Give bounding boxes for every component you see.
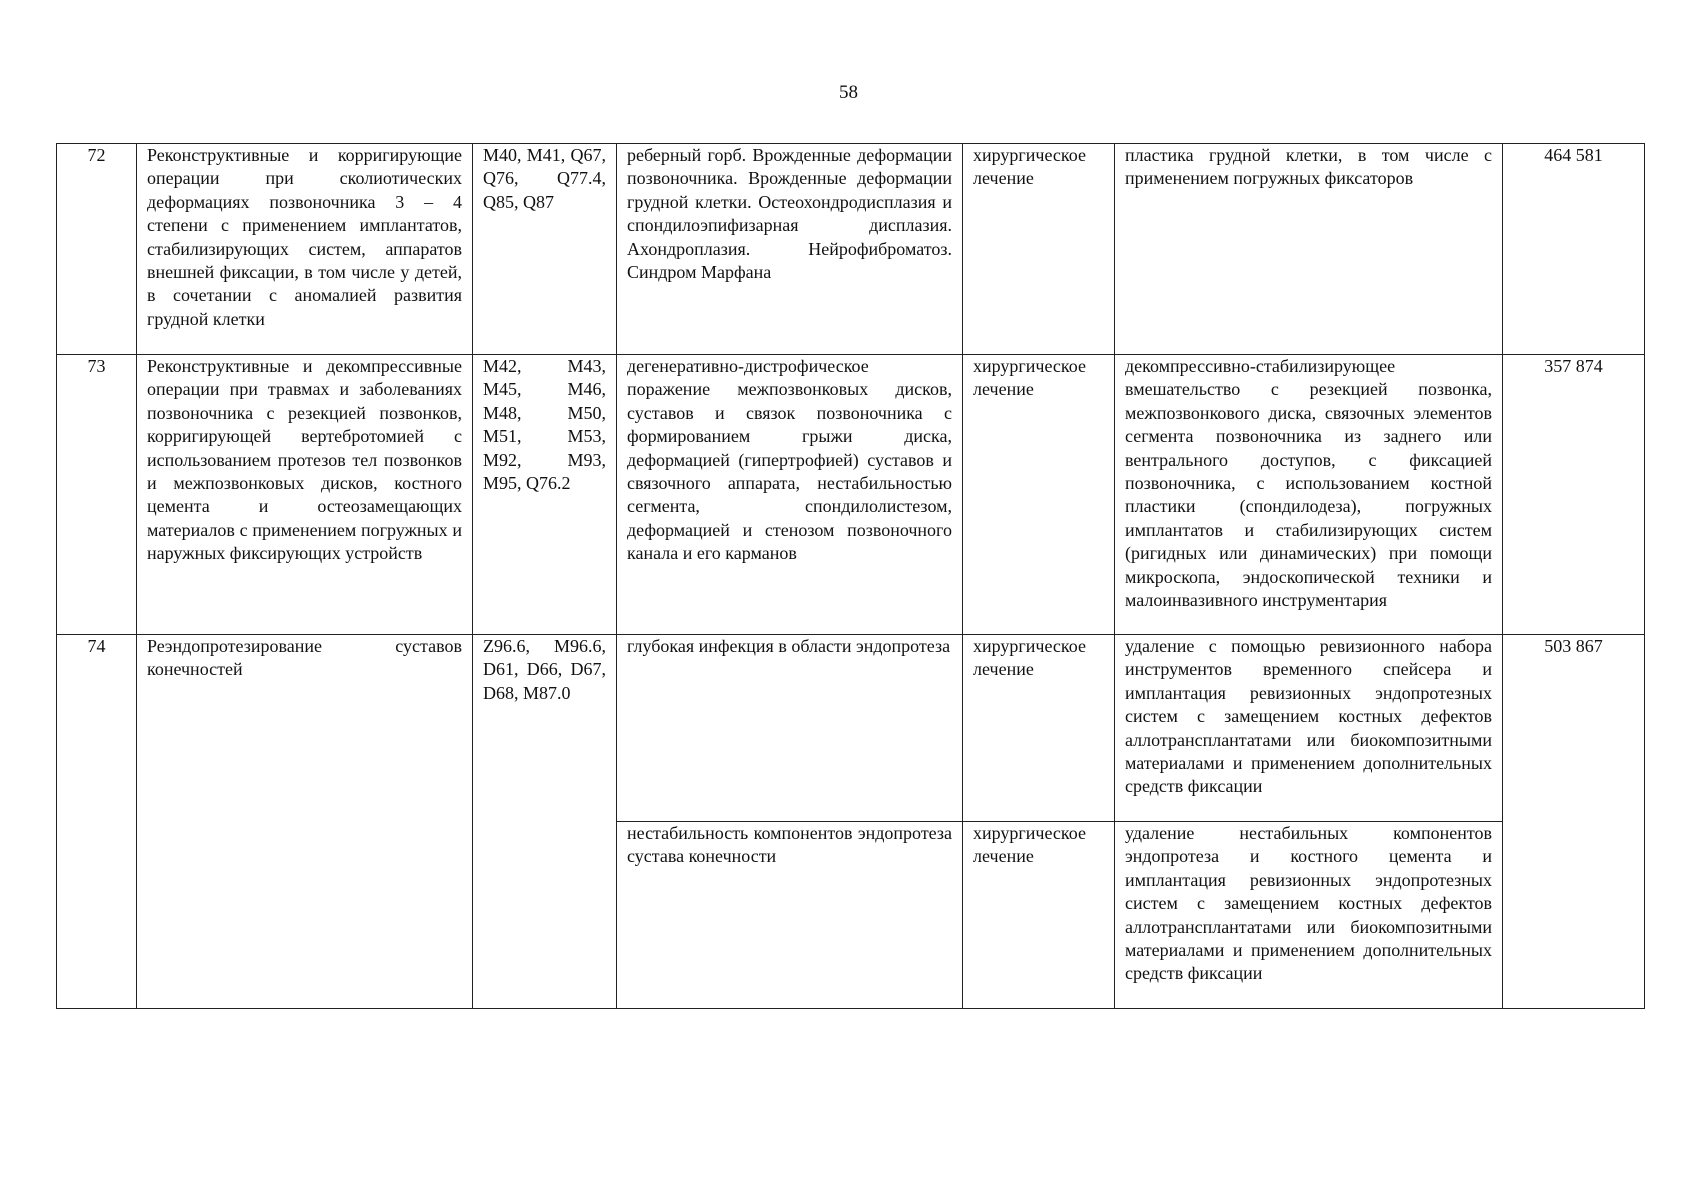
treatment-type: хирургическое лечение xyxy=(963,822,1115,1009)
procedure-name: Реэндопротезирование суставов конечностей xyxy=(137,635,473,1009)
treatment-method: удаление с помощью ревизионного набора инструментов временного спейсера и имплантация ревизионных эндопротезных систем с замещением костных дефектов аллотрансплантатами или биокомпозитными материалами и применением дополнительных средств фиксации xyxy=(1115,635,1503,822)
row-number: 74 xyxy=(57,635,137,1009)
treatment-method: пластика грудной клетки, в том числе с применением погружных фиксаторов xyxy=(1115,144,1503,355)
diagnosis: реберный горб. Врожденные деформации позвоночника. Врожденные деформации грудной клетки. Остеохондродисплазия и спондилоэпифизарная дисплазия. Ахондроплазия. Нейрофиброматоз. Синдром Марфана xyxy=(617,144,963,355)
icd-codes: M42, M43, M45, M46, M48, M50, M51, M53, M92, M93, M95, Q76.2 xyxy=(473,355,617,635)
diagnosis: нестабильность компонентов эндопротеза сустава конечности xyxy=(617,822,963,1009)
treatment-method: декомпрессивно-стабилизирующее вмешательство с резекцией позвонка, межпозвонкового диска, связочных элементов сегмента позвоночника из заднего или вентрального доступов, с фиксацией позвоночника, с использованием костной пластики (спондилодеза), погружных имплантатов и стабилизирующих систем (ригидных или динамических) при помощи микроскопа, эндоскопической техники и малоинвазивного инструментария xyxy=(1115,355,1503,635)
table-row xyxy=(57,144,1645,355)
treatment-method: удаление нестабильных компонентов эндопротеза и костного цемента и имплантация ревизионных эндопротезных систем с замещением костных дефектов аллотрансплантатами или биокомпозитными материалами и применением дополнительных средств фиксации xyxy=(1115,822,1503,1009)
cost-value: 464 581 xyxy=(1503,144,1645,355)
icd-codes: Z96.6, M96.6, D61, D66, D67, D68, M87.0 xyxy=(473,635,617,1009)
procedure-name: Реконструктивные и корригирующие операции при сколиотических деформациях позвоночника 3 – 4 степени с применением имплантатов, стабилизирующих систем, аппаратов внешней фиксации, в том числе у детей, в сочетании с аномалией развития грудной клетки xyxy=(137,144,473,355)
page-number: 58 xyxy=(839,82,858,103)
cost-value: 357 874 xyxy=(1503,355,1645,635)
table-row xyxy=(57,635,1645,822)
icd-codes: M40, M41, Q67, Q76, Q77.4, Q85, Q87 xyxy=(473,144,617,355)
diagnosis: дегенеративно-дистрофическое поражение межпозвонковых дисков, суставов и связок позвоночника с формированием грыжи диска, деформацией (гипертрофией) суставов и связочного аппарата, нестабильностью сегмента, спондилолистезом, деформацией и стенозом позвоночного канала и его карманов xyxy=(617,355,963,635)
procedure-name: Реконструктивные и декомпрессивные операции при травмах и заболеваниях позвоночника с резекцией позвонков, корригирующей вертебротомией с использованием протезов тел позвонков и межпозвонковых дисков, костного цемента и остеозамещающих материалов с применением погружных и наружных фиксирующих устройств xyxy=(137,355,473,635)
treatment-type: хирургическое лечение xyxy=(963,355,1115,635)
diagnosis: глубокая инфекция в области эндопротеза xyxy=(617,635,963,822)
treatment-type: хирургическое лечение xyxy=(963,144,1115,355)
table-row xyxy=(57,355,1645,635)
row-number: 72 xyxy=(57,144,137,355)
treatment-type: хирургическое лечение xyxy=(963,635,1115,822)
row-number: 73 xyxy=(57,355,137,635)
procedures-table xyxy=(56,143,1645,1009)
cost-value: 503 867 xyxy=(1503,635,1645,1009)
